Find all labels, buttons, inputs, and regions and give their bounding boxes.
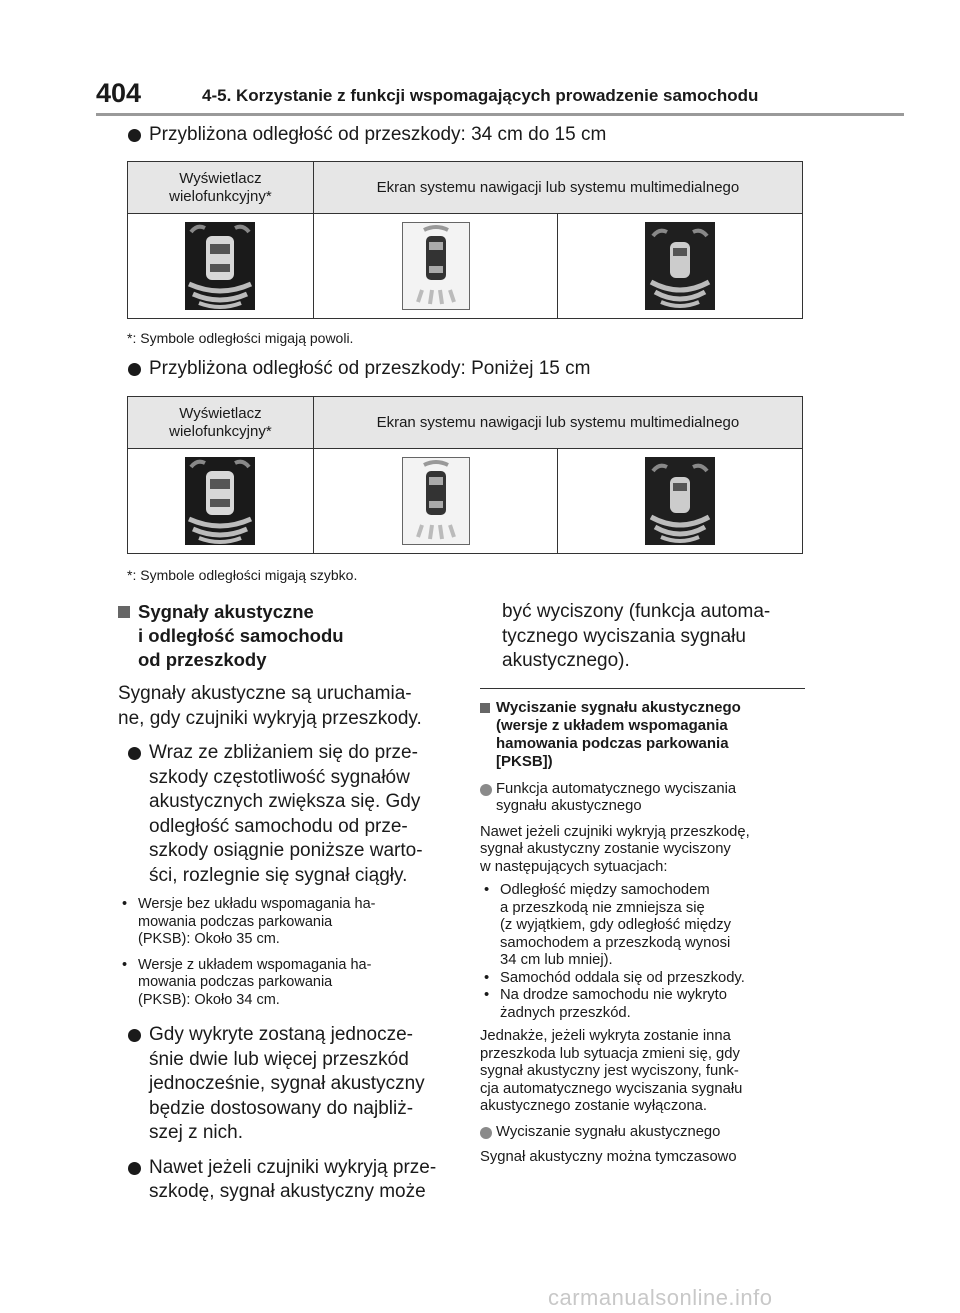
list-item: • Wersje z układem wspomagania ha- mowania podczas parkowania (PKSB): Około 34 cm.: [122, 956, 372, 1008]
nav-car-top-icon: [402, 457, 470, 545]
mute-conditions-paragraph: Nawet jeżeli czujniki wykryją przeszkodę, sygnał akustyczny zostanie wyciszony w następujących sytuacjach:: [480, 823, 750, 875]
mid-display-image: [128, 214, 314, 319]
distance1-table: [127, 161, 803, 319]
bullet-icon: [128, 747, 141, 760]
col-multifunction-header: Wyświetlacz wielofunkcyjny*: [128, 162, 314, 214]
mid-display-image: [128, 449, 314, 554]
bullet-multiple-obstacles: Gdy wykryte zostaną jednocze- śnie dwie lub więcej przeszkód jednocześnie, sygnał akustyczny będzie dostosowany do najbliż- szej z nich.: [118, 1023, 458, 1146]
bullet-icon: [128, 363, 141, 376]
version-list: [118, 896, 458, 1009]
distance1-label: Przybliżona odległość od przeszkody: 34 cm do 15 cm: [128, 124, 606, 146]
auto-mute-subheading: Funkcja automatycznego wyciszania sygnału akustycznego: [480, 781, 805, 816]
col-multifunction-header: Wyświetlacz wielofunkcyjny*: [128, 397, 314, 449]
distance2-label: Przybliżona odległość od przeszkody: Poniżej 15 cm: [128, 358, 590, 380]
bullet-icon: [128, 1029, 141, 1042]
nav-car-top-icon: [402, 222, 470, 310]
mid-car-sensor-icon: [185, 457, 255, 545]
distance2-table: [127, 396, 803, 554]
bullet-frequency: Wraz ze zbliżaniem się do prze- szkody częstotliwość sygnałów akustycznych zwiększa się. Gdy odległość samochodu od prze- szkody osiągnie poniższe warto- ści, rozlegnie się sygnał ciągły.: [118, 741, 458, 888]
square-bullet-icon: [118, 606, 130, 618]
nav-display-image-1: [313, 449, 558, 554]
bullet-icon: [128, 1162, 141, 1175]
mid-car-sensor-icon: [185, 222, 255, 310]
bullet-icon: [480, 1127, 492, 1139]
left-column: [118, 600, 458, 1205]
continued-text: być wyciszony (funkcja automa- tycznego wyciszania sygnału akustycznego).: [502, 601, 771, 671]
list-item: • Odległość między samochodem a przeszkodą nie zmniejsza się (z wyjątkiem, gdy odległość między samochodem a przeszkodą wynosi 34 cm lub mniej).: [484, 882, 732, 968]
nav-display-image-2: [558, 449, 803, 554]
section-title: 4-5. Korzystanie z funkcji wspomagających prowadzenie samochodu: [202, 86, 759, 105]
divider: [480, 688, 805, 689]
list-item: • Na drodze samochodu nie wykryto żadnych przeszkód.: [484, 987, 727, 1021]
intro-paragraph: Sygnały akustyczne są uruchamia- ne, gdy czujniki wykryją przeszkody.: [118, 683, 422, 729]
distance2-footnote: *: Symbole odległości migają szybko.: [127, 567, 358, 583]
page-header: [96, 78, 906, 118]
page-number: 404: [96, 78, 142, 108]
list-item: • Wersje bez układu wspomagania ha- mowania podczas parkowania (PKSB): Około 35 cm.: [122, 896, 376, 947]
bullet-icon: [128, 129, 141, 142]
nav-display-image-2: [558, 214, 803, 319]
section-heading: Sygnały akustyczne i odległość samochodu od przeszkody: [118, 600, 458, 672]
manual-mute-paragraph: Sygnał akustyczny można tymczasowo: [480, 1149, 737, 1165]
col-navigation-header: Ekran systemu nawigacji lub systemu multimedialnego: [313, 162, 802, 214]
deactivation-paragraph: Jednakże, jeżeli wykryta zostanie inna przeszkoda lub sytuacja zmieni się, gdy sygnał akustyczny jest wyciszony, funk- cja automatycznego wyciszania sygnału akustycznego zostanie wyłączona.: [480, 1028, 743, 1114]
right-column: [480, 600, 805, 1167]
pksb-heading: Wyciszanie sygnału akustycznego (wersje z układem wspomagania hamowania podczas parkowania [PKSB]): [480, 699, 805, 771]
watermark: carmanualsonline.info: [548, 1285, 773, 1310]
header-rule: [96, 113, 904, 116]
list-item: • Samochód oddala się od przeszkody.: [484, 969, 745, 986]
bullet-icon: [480, 784, 492, 796]
col-navigation-header: Ekran systemu nawigacji lub systemu multimedialnego: [313, 397, 802, 449]
nav-display-image-1: [313, 214, 558, 319]
bullet-muted: Nawet jeżeli czujniki wykryją prze- szkodę, sygnał akustyczny może: [118, 1156, 458, 1205]
nav-car-perspective-icon: [645, 457, 715, 545]
square-bullet-icon: [480, 703, 490, 713]
distance1-footnote: *: Symbole odległości migają powoli.: [127, 330, 354, 346]
manual-mute-subheading: Wyciszanie sygnału akustycznego: [480, 1124, 805, 1142]
nav-car-perspective-icon: [645, 222, 715, 310]
